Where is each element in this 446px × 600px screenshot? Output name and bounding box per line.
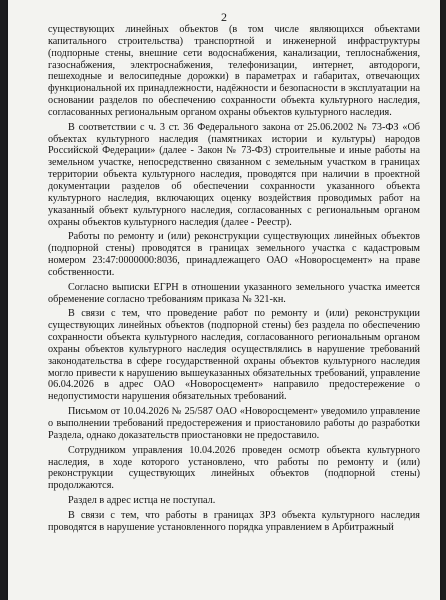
paragraph: Раздел в адрес истца не поступал. [68,495,216,507]
paragraph: Работы по ремонту и (или) реконструкции существующих линейных объектов (подпорной стены) проводятся в границах земельного участка с кадастровым номером 23:47:0000000:8036, принадлежащего ОАО «Новоросцемент» на праве собственности. [48,231,420,278]
document-body [48,24,420,534]
paragraph: В соответствии с ч. 3 ст. 36 Федерального закона от 25.06.2002 № 73-ФЗ «Об объектах культурного наследия (памятниках истории и культуры) народов Российской Федерации» (далее - Закон № 73-ФЗ) строительные и иные работы на земельном участке, непосредственно связанном с земельным участком в границах территории объекта культурного наследия, проводятся при наличии в проектной документации разделов об обеспечении сохранности указанного объекта культурного наследия, включающих оценку воздействия проводимых работ на указанный объект культурного наследия, согласованных с региональным органом охраны объектов культурного наследия (далее - Реестр). [48,121,420,228]
paragraph: существующих линейных объектов (в том числе являющихся объектами капитального строительства) транспортной и инженерной инфраструктуры (подпорные стены, внешние сети водоснабжения, канализации, теплоснабжения, газоснабжения, электроснабжения, телефонизации, интернет, автодороги, пешеходные и велосипедные дорожки) в параметрах и габаритах, отвечающих функциональной их принадлежности, надёжности и безопасности в эксплуатации на основании разделов по обеспечению сохранности объекта культурного наследия, согласованных региональным органом охраны объектов культурного наследия. [48,24,420,118]
document-page [8,0,440,600]
paragraph: В связи с тем, что проведение работ по ремонту и (или) реконструкции существующих линейных объектов (подпорной стены) без раздела по обеспечению сохранности объекта культурного наследия, согласованного региональным органом охраны объектов культурного наследия осуществлялись в нарушение требований законодательства в сфере государственной охраны объектов культурного наследия могло привести к нарушению вышеуказанных обязательных требований, управление 06.04.2026 в адрес ОАО «Новоросцемент» направило предостережение о недопустимости нарушения обязательных требований. [48,308,420,403]
paragraph: Письмом от 10.04.2026 № 25/587 ОАО «Новоросцемент» уведомило управление о выполнении требований предостережения и приостановило работы до разработки Раздела, однако доказательств приостановки не предоставило. [48,406,420,441]
paragraph: Сотрудником управления 10.04.2026 проведен осмотр объекта культурного наследия, в ходе которого установлено, что работы по ремонту и (или) реконструкции существующих линейных объектов (подпорной стены) продолжаются. [48,444,420,492]
paragraph: Согласно выписки ЕГРН в отношении указанного земельного участка имеется обременение согласно требованиям приказа № 321-кн. [48,281,420,305]
page-number: 2 [221,10,227,24]
paragraph: В связи с тем, что работы в границах ЗРЗ объекта культурного наследия проводятся в нарушение установленного порядка управлением в Арбитражный [48,509,420,533]
